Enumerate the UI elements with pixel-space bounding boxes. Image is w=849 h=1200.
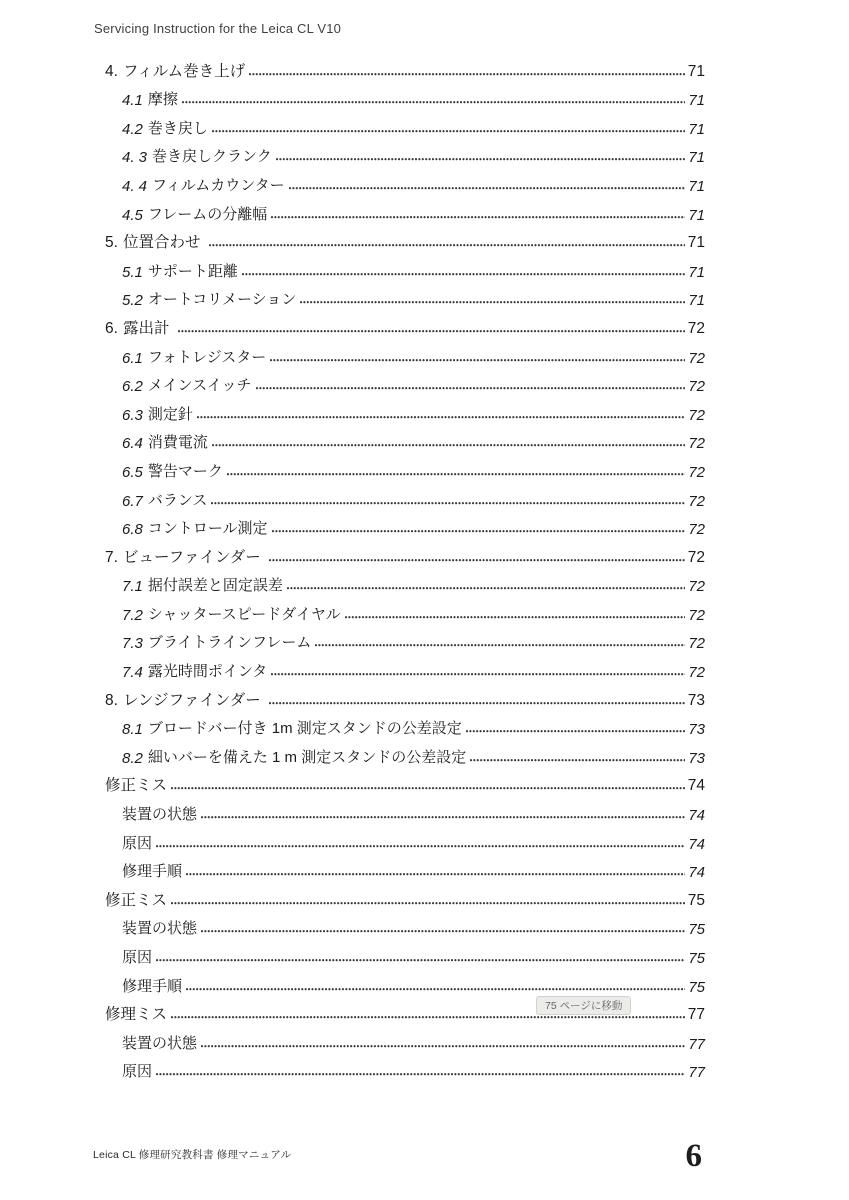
- toc-list: [0, 52, 705, 1081]
- toc-entry-page: 75: [688, 978, 705, 996]
- toc-entry[interactable]: [0, 910, 705, 939]
- toc-entry-label: フレームの分離幅: [147, 205, 268, 223]
- toc-entry-page: 75: [688, 921, 705, 939]
- toc-entry-page: 71: [688, 92, 705, 110]
- dot-leader: [315, 644, 685, 647]
- dot-leader: [227, 473, 685, 476]
- toc-entry-number: 4.1: [122, 92, 143, 110]
- toc-entry-label: バランス: [147, 491, 208, 509]
- dot-leader: [470, 759, 685, 762]
- toc-entry-page: 75: [687, 891, 705, 909]
- toc-entry-page: 72: [688, 406, 705, 424]
- toc-entry[interactable]: [0, 109, 705, 138]
- dot-leader: [272, 530, 686, 533]
- toc-entry-number: 7.3: [122, 635, 143, 653]
- dot-leader: [271, 216, 685, 219]
- dot-leader: [212, 444, 685, 447]
- toc-entry-number: 8.1: [122, 721, 143, 739]
- toc-entry-label: 装置の状態: [122, 1034, 198, 1052]
- toc-entry-page: 73: [687, 691, 705, 709]
- toc-entry[interactable]: [0, 853, 705, 882]
- toc-entry-label: 原因: [122, 1063, 153, 1081]
- toc-entry[interactable]: [0, 309, 705, 338]
- toc-entry[interactable]: [0, 824, 705, 853]
- toc-entry-number: 7.1: [122, 578, 143, 596]
- dot-leader: [289, 187, 686, 190]
- toc-entry-page: 71: [688, 206, 705, 224]
- toc-entry[interactable]: [0, 681, 705, 710]
- toc-entry-number: 6.8: [122, 521, 143, 539]
- toc-entry-page: 72: [688, 378, 705, 396]
- toc-entry-number: 6.: [105, 319, 118, 337]
- toc-entry-label: 装置の状態: [122, 806, 198, 824]
- goto-page-tooltip: 75 ページに移動: [536, 996, 631, 1015]
- toc-entry-label: ブロードバー付き 1m 測定スタンドの公差設定: [147, 720, 462, 738]
- toc-entry-number: 4. 4: [122, 177, 148, 195]
- toc-entry[interactable]: [0, 767, 705, 796]
- toc-entry[interactable]: [0, 281, 705, 310]
- toc-entry-page: 72: [688, 492, 705, 510]
- toc-entry-label: メインスイッチ: [147, 377, 252, 395]
- toc-entry-number: 4.5: [122, 206, 143, 224]
- dot-leader: [186, 873, 685, 876]
- dot-leader: [211, 502, 685, 505]
- toc-entry-page: 73: [688, 721, 705, 739]
- dot-leader: [201, 1045, 685, 1048]
- toc-entry-page: 72: [688, 606, 705, 624]
- toc-entry[interactable]: [0, 881, 705, 910]
- dot-leader: [276, 158, 686, 161]
- toc-entry-number: 6.2: [122, 378, 143, 396]
- toc-entry-page: 73: [688, 749, 705, 767]
- toc-entry[interactable]: [0, 567, 705, 596]
- toc-entry[interactable]: [0, 938, 705, 967]
- toc-entry[interactable]: [0, 624, 705, 653]
- toc-entry-label: レンジファインダー: [122, 691, 266, 709]
- toc-entry-page: 71: [688, 177, 705, 195]
- toc-entry[interactable]: [0, 652, 705, 681]
- dot-leader: [156, 959, 685, 962]
- toc-entry-label: ビューファインダー: [122, 548, 266, 566]
- toc-entry-page: 72: [687, 319, 705, 337]
- dot-leader: [466, 730, 686, 733]
- toc-entry-page: 77: [688, 1035, 705, 1053]
- toc-entry-page: 71: [688, 120, 705, 138]
- dot-leader: [171, 1016, 685, 1019]
- toc-entry-label: 修理手順: [122, 977, 183, 995]
- dot-leader: [178, 330, 685, 333]
- toc-entry[interactable]: [0, 138, 705, 167]
- page-number: 6: [685, 1138, 702, 1174]
- toc-entry-number: 5.: [105, 234, 118, 252]
- toc-entry-label: 巻き戻しクランク: [152, 148, 272, 166]
- toc-entry-page: 72: [688, 463, 705, 481]
- toc-entry[interactable]: [0, 81, 705, 110]
- dot-leader: [287, 587, 685, 590]
- toc-entry[interactable]: [0, 252, 705, 281]
- toc-entry-label: サポート距離: [147, 262, 238, 280]
- toc-entry-number: 6.1: [122, 349, 143, 367]
- dot-leader: [201, 930, 685, 933]
- toc-entry[interactable]: [0, 738, 705, 767]
- toc-entry-label: 修正ミス: [105, 777, 168, 795]
- dot-leader: [269, 702, 685, 705]
- dot-leader: [171, 787, 685, 790]
- toc-entry-label: 露出計: [122, 319, 174, 337]
- toc-entry[interactable]: [0, 795, 705, 824]
- dot-leader: [156, 845, 685, 848]
- dot-leader: [186, 988, 685, 991]
- toc-entry-label: 巻き戻し: [147, 119, 208, 137]
- dot-leader: [201, 816, 685, 819]
- toc-entry-number: 5.1: [122, 263, 143, 281]
- toc-entry[interactable]: [0, 395, 705, 424]
- toc-entry-number: 6.3: [122, 406, 143, 424]
- toc-entry-label: 修理手順: [122, 863, 183, 881]
- dot-leader: [212, 130, 685, 133]
- toc-entry-page: 71: [688, 292, 705, 310]
- footer-citation: Leica CL 修理研究教科書 修理マニュアル: [93, 1149, 292, 1161]
- dot-leader: [197, 416, 685, 419]
- toc-entry-label: 位置合わせ: [122, 234, 205, 252]
- toc-entry-page: 71: [688, 149, 705, 167]
- dot-leader: [256, 387, 686, 390]
- toc-entry-label: ブライトラインフレーム: [147, 634, 312, 652]
- toc-entry[interactable]: [0, 710, 705, 739]
- toc-entry-label: オートコリメーション: [147, 291, 297, 309]
- toc-entry-page: 74: [688, 835, 705, 853]
- toc-entry-number: 4.2: [122, 120, 143, 138]
- toc-entry-number: 5.2: [122, 292, 143, 310]
- toc-entry-page: 72: [688, 435, 705, 453]
- toc-entry[interactable]: [0, 52, 705, 81]
- toc-entry-page: 74: [687, 777, 705, 795]
- toc-entry-label: 摩擦: [147, 91, 178, 109]
- toc-entry[interactable]: [0, 1024, 705, 1053]
- toc-entry-number: 4.: [105, 62, 118, 80]
- toc-entry-number: 6.4: [122, 435, 143, 453]
- toc-entry[interactable]: [0, 1053, 705, 1082]
- toc-entry-number: 4. 3: [122, 149, 148, 167]
- toc-entry[interactable]: [0, 481, 705, 510]
- toc-entry-label: 原因: [122, 949, 153, 966]
- toc-entry-page: 71: [687, 234, 705, 252]
- toc-entry[interactable]: [0, 367, 705, 396]
- toc-entry-label: シャッタースピードダイヤル: [147, 605, 341, 623]
- toc-entry-label: 原因: [122, 834, 153, 852]
- toc-entry-label: 測定針: [147, 405, 193, 423]
- toc-entry[interactable]: [0, 967, 705, 996]
- toc-entry-number: 8.: [105, 691, 118, 709]
- toc-entry-page: 72: [688, 578, 705, 596]
- toc-entry-page: 72: [688, 349, 705, 367]
- toc-entry[interactable]: [0, 510, 705, 539]
- toc-entry-page: 77: [688, 1064, 705, 1082]
- toc-entry-label: フォトレジスター: [147, 348, 267, 366]
- toc-entry[interactable]: [0, 195, 705, 224]
- toc-entry-page: 77: [687, 1006, 705, 1024]
- toc-entry-label: 露光時間ポインタ: [147, 663, 268, 681]
- toc-entry[interactable]: [0, 338, 705, 367]
- toc-entry-page: 72: [688, 664, 705, 682]
- document-header-title: Servicing Instruction for the Leica CL V10: [94, 21, 342, 36]
- toc-entry-page: 72: [688, 635, 705, 653]
- toc-entry-page: 72: [687, 548, 705, 566]
- dot-leader: [209, 244, 685, 247]
- dot-leader: [345, 616, 686, 619]
- toc-entry-number: 8.2: [122, 749, 143, 767]
- toc-entry-number: 7.2: [122, 606, 143, 624]
- toc-entry-label: 修理ミス: [105, 1006, 168, 1024]
- toc-entry[interactable]: [0, 224, 705, 253]
- toc-entry-label: 細いバーを備えた 1 m 測定スタンドの公差設定: [147, 748, 467, 766]
- toc-entry[interactable]: [0, 166, 705, 195]
- toc-entry-number: 6.5: [122, 463, 143, 481]
- dot-leader: [271, 673, 685, 676]
- toc-entry-page: 71: [688, 263, 705, 281]
- toc-entry-number: 7.: [105, 548, 118, 566]
- toc-entry-label: 装置の状態: [122, 920, 198, 938]
- toc-entry-page: 74: [688, 864, 705, 882]
- toc-entry-label: 警告マーク: [147, 462, 223, 480]
- toc-entry-number: 6.7: [122, 492, 143, 510]
- toc-entry-page: 75: [688, 950, 705, 967]
- dot-leader: [270, 359, 685, 362]
- toc-entry-page: 74: [688, 807, 705, 825]
- toc-entry-label: フィルムカウンター: [152, 176, 285, 194]
- toc-entry-label: 修正ミス: [105, 891, 168, 909]
- toc-entry[interactable]: [0, 595, 705, 624]
- dot-leader: [269, 559, 685, 562]
- toc-entry-label: フィルム巻き上げ: [122, 62, 246, 80]
- dot-leader: [300, 301, 685, 304]
- dot-leader: [156, 1073, 685, 1076]
- toc-entry-label: 据付誤差と固定誤差: [147, 577, 283, 595]
- toc-entry-page: 71: [687, 62, 705, 80]
- toc-entry-number: 7.4: [122, 664, 143, 682]
- toc-entry-label: コントロール測定: [147, 520, 268, 538]
- toc-entry[interactable]: [0, 538, 705, 567]
- toc-entry-label: 消費電流: [147, 434, 208, 452]
- toc-entry[interactable]: [0, 452, 705, 481]
- dot-leader: [242, 273, 685, 276]
- dot-leader: [249, 73, 685, 76]
- toc-entry[interactable]: [0, 424, 705, 453]
- dot-leader: [182, 101, 685, 104]
- dot-leader: [171, 902, 685, 905]
- toc-entry-page: 72: [688, 521, 705, 539]
